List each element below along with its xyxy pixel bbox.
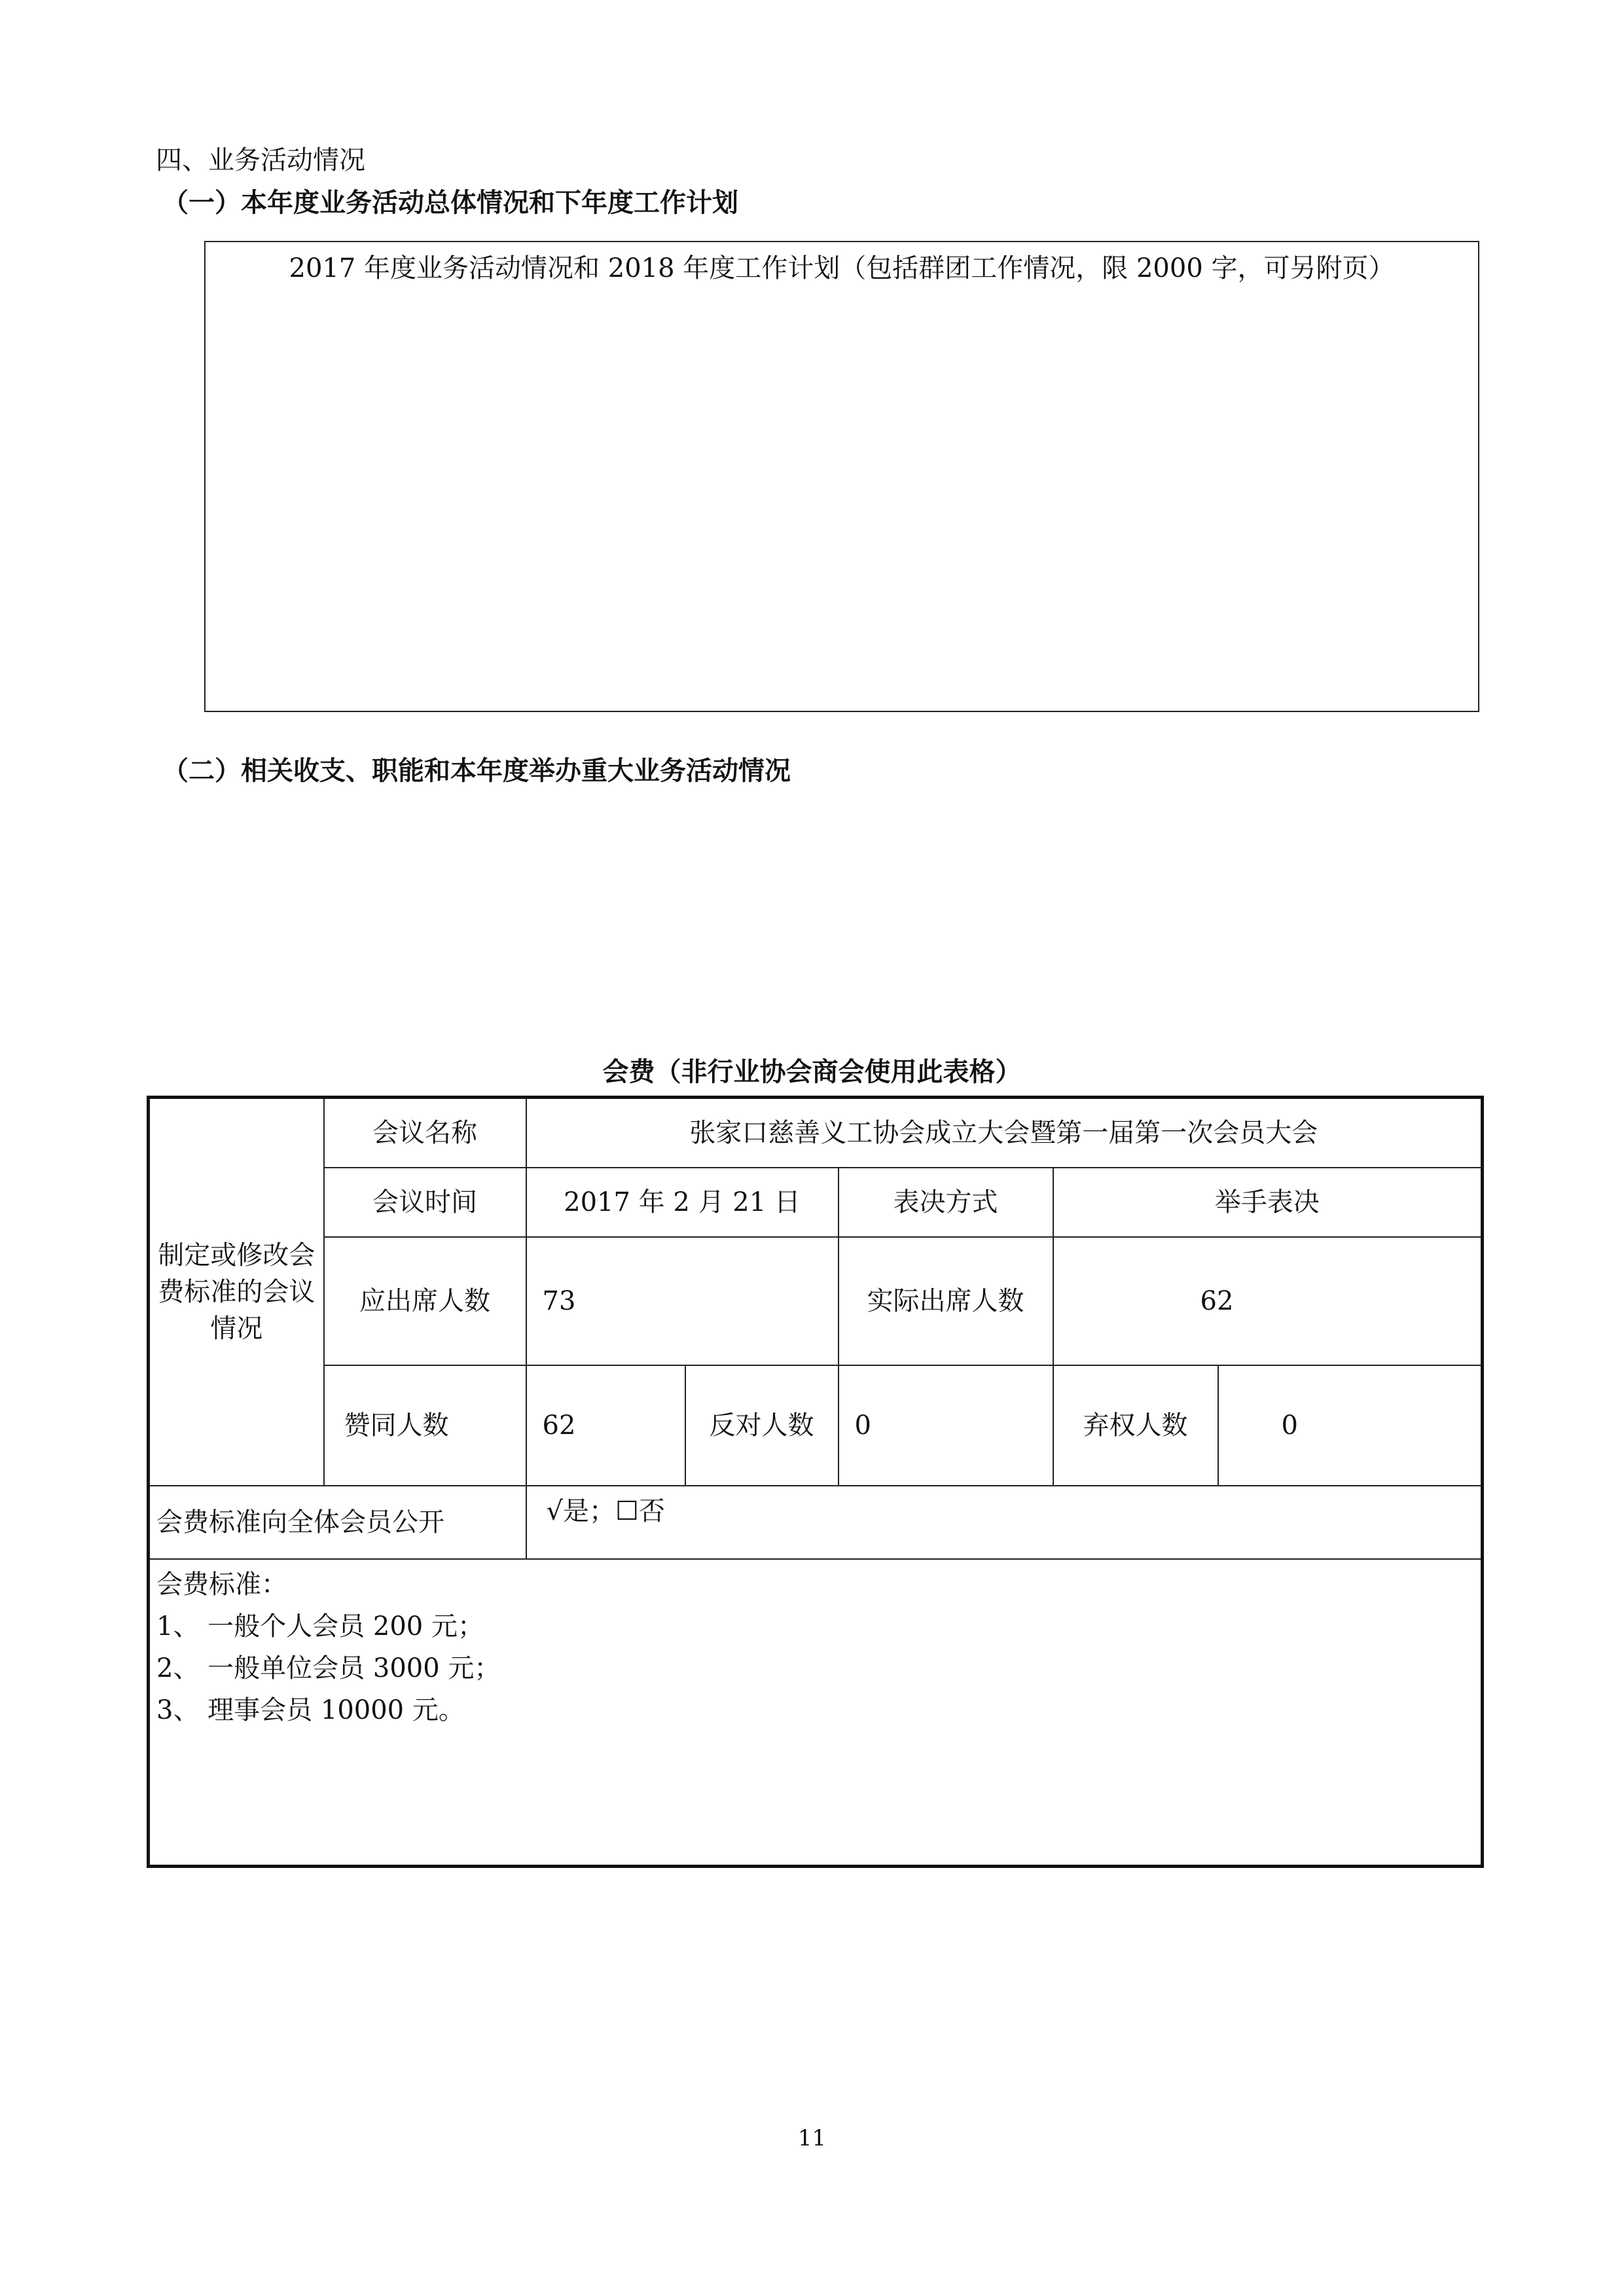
section-title: 四、业务活动情况: [156, 145, 365, 175]
plan-box-heading: 2017 年度业务活动情况和 2018 年度工作计划（包括群团工作情况，限 2000 字，可另附页）: [289, 253, 1395, 283]
voting-method-label: 表决方式: [839, 1168, 1053, 1237]
disclosure-value: √是；☐否: [526, 1486, 1483, 1559]
plan-box: [204, 241, 1479, 712]
actual-attendance-label: 实际出席人数: [839, 1237, 1053, 1365]
actual-attendance-value: 62: [1053, 1237, 1483, 1365]
voting-method-value: 举手表决: [1053, 1168, 1483, 1237]
page-number: 11: [797, 2125, 827, 2151]
fee-standards-cell: [149, 1559, 1483, 1867]
expected-attendance-value: 73: [526, 1237, 839, 1365]
votes-against-value: 0: [839, 1365, 1053, 1486]
votes-for-label: 赞同人数: [324, 1365, 526, 1486]
fee-standard-item: 1、 一般个人会员 200 元；: [156, 1611, 484, 1641]
subsection-title-finance: （二）相关收支、职能和本年度举办重大业务活动情况: [162, 755, 791, 786]
meeting-time-label: 会议时间: [324, 1168, 526, 1237]
fee-table: [147, 1096, 1484, 1868]
meeting-section-label: 制定或修改会费标准的会议情况: [149, 1098, 324, 1486]
fee-standard-item: 3、 理事会员 10000 元。: [156, 1695, 465, 1725]
abstain-value: 0: [1218, 1365, 1483, 1486]
votes-against-label: 反对人数: [685, 1365, 839, 1486]
fee-standard-item: 2、 一般单位会员 3000 元；: [156, 1653, 501, 1683]
fee-standards-heading: 会费标准：: [156, 1570, 287, 1600]
expected-attendance-label: 应出席人数: [324, 1237, 526, 1365]
votes-for-value: 62: [526, 1365, 685, 1486]
abstain-label: 弃权人数: [1053, 1365, 1218, 1486]
meeting-time-value: 2017 年 2 月 21 日: [526, 1168, 839, 1237]
fee-table-title: 会费（非行业协会商会使用此表格）: [602, 1056, 1022, 1087]
disclosure-label: 会费标准向全体会员公开: [149, 1486, 526, 1559]
meeting-name-value: 张家口慈善义工协会成立大会暨第一届第一次会员大会: [526, 1098, 1483, 1168]
meeting-name-label: 会议名称: [324, 1098, 526, 1168]
subsection-title-plan: （一）本年度业务活动总体情况和下年度工作计划: [162, 187, 738, 218]
